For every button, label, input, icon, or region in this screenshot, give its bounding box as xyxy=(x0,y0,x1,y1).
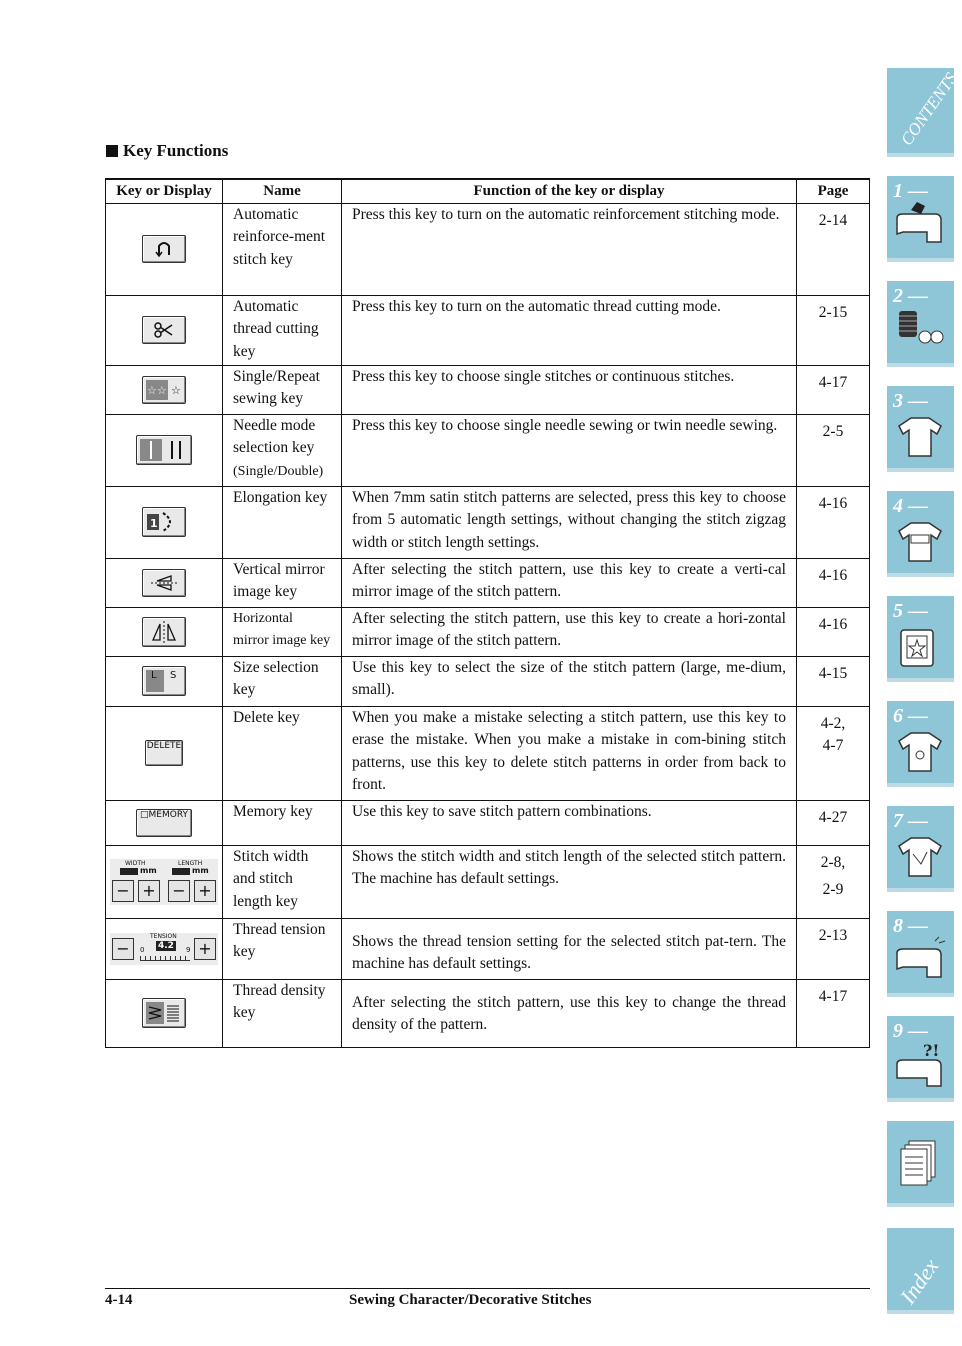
row-page: 4-2, 4-7 xyxy=(797,706,870,800)
thread-spool-icon xyxy=(887,281,954,363)
table-row xyxy=(106,365,870,414)
table-row xyxy=(106,295,870,365)
table-header-row xyxy=(106,179,870,203)
index-label: Index xyxy=(895,1253,944,1309)
row-name: Thread density key xyxy=(223,979,342,1047)
row-function: Shows the thread tension setting for the selected stitch pat-tern. The machine has default settings. xyxy=(342,918,797,979)
svg-text:☆: ☆ xyxy=(171,383,181,397)
row-name: Size selection key xyxy=(223,656,342,706)
row-page: 4-16 xyxy=(797,558,870,607)
row-name: Automatic reinforce-ment stitch key xyxy=(223,203,342,295)
header-function: Function of the key or display xyxy=(342,179,797,203)
table-row xyxy=(106,203,870,295)
row-name: Horizontal mirror image key xyxy=(223,607,342,656)
shirt-edit-icon xyxy=(887,806,954,888)
troubleshooting-icon xyxy=(887,1016,954,1098)
svg-text:?!: ?! xyxy=(923,1041,940,1060)
row-page: 4-17 xyxy=(797,979,870,1047)
row-function: Press this key to choose single stitches or continuous stitches. xyxy=(342,365,797,414)
shirt-abc-icon xyxy=(887,491,954,573)
tab-contents-list[interactable] xyxy=(887,1121,954,1207)
reinforcement-stitch-icon xyxy=(142,235,186,263)
row-function: Use this key to save stitch pattern combinations. xyxy=(342,800,797,845)
width-length-display-icon: WIDTH LENGTH mm mm − + − + xyxy=(110,859,218,905)
row-page: 4-16 xyxy=(797,486,870,558)
table-row xyxy=(106,845,870,918)
row-name: Elongation key xyxy=(223,486,342,558)
scissors-icon xyxy=(142,316,186,344)
row-page: 2-14 xyxy=(797,203,870,295)
table-row xyxy=(106,414,870,486)
tab-chapter-5[interactable]: 5 — xyxy=(887,596,954,682)
row-name: Needle mode selection key (Single/Double) xyxy=(223,414,342,486)
row-function: Shows the stitch width and stitch length of the selected stitch pattern. The machine has default settings. xyxy=(342,845,797,918)
size-selection-icon: L S xyxy=(142,666,186,696)
thread-density-icon xyxy=(142,998,186,1028)
row-page: 2-8, 2-9 xyxy=(797,845,870,918)
row-page: 2-5 xyxy=(797,414,870,486)
tab-chapter-1[interactable]: 1 — xyxy=(887,176,954,262)
shirt-icon xyxy=(887,386,954,468)
machine-care-icon xyxy=(887,911,954,993)
svg-text:1: 1 xyxy=(150,517,158,530)
table-row xyxy=(106,486,870,558)
footer-rule xyxy=(105,1288,870,1289)
svg-text:☆☆: ☆☆ xyxy=(147,383,167,397)
table-row xyxy=(106,918,870,979)
tension-display-icon: − TENSION 0 4.2 9 + xyxy=(110,933,218,965)
delete-key-icon: DELETE xyxy=(145,740,183,766)
header-key: Key or Display xyxy=(106,179,223,203)
row-name: Vertical mirror image key xyxy=(223,558,342,607)
row-name: Delete key xyxy=(223,706,342,800)
table-row xyxy=(106,979,870,1047)
embroidery-frame-icon xyxy=(887,596,954,678)
tab-chapter-7[interactable]: 7 — xyxy=(887,806,954,892)
row-name: Memory key xyxy=(223,800,342,845)
row-function: After selecting the stitch pattern, use this key to create a hori-zontal mirror image of the stitch pattern. xyxy=(342,607,797,656)
row-name: Thread tension key xyxy=(223,918,342,979)
memory-key-icon: □MEMORY xyxy=(136,809,192,837)
documents-icon xyxy=(887,1121,954,1203)
sewing-machine-setup-icon xyxy=(887,176,954,258)
shirt-design-icon xyxy=(887,701,954,783)
contents-label: CONTENTS xyxy=(897,69,961,149)
row-page: 2-13 xyxy=(797,918,870,979)
row-function: Use this key to select the size of the stitch pattern (large, me-dium, small). xyxy=(342,656,797,706)
row-page: 4-15 xyxy=(797,656,870,706)
horizontal-mirror-icon xyxy=(142,617,186,647)
table-row xyxy=(106,558,870,607)
single-repeat-icon xyxy=(142,376,186,404)
tab-chapter-6[interactable]: 6 — xyxy=(887,701,954,787)
vertical-mirror-icon xyxy=(142,569,186,597)
row-name-sub: (Single/Double) xyxy=(233,463,324,479)
tab-chapter-3[interactable]: 3 — xyxy=(887,386,954,472)
table-row xyxy=(106,607,870,656)
row-page: 4-16 xyxy=(797,607,870,656)
row-page: 2-15 xyxy=(797,295,870,365)
bullet-square-icon xyxy=(106,145,118,157)
row-function: Press this key to turn on the automatic thread cutting mode. xyxy=(342,295,797,365)
tab-chapter-4[interactable]: 4 — xyxy=(887,491,954,577)
row-function: When you make a mistake selecting a stitch pattern, use this key to erase the mistake. When you make a mistake in com-bining stitch patterns, use this key to delete stitch patterns in order from back to front. xyxy=(342,706,797,800)
needle-mode-icon xyxy=(136,435,192,465)
section-title: Key Functions xyxy=(106,141,228,161)
row-name: Automatic thread cutting key xyxy=(223,295,342,365)
header-name: Name xyxy=(223,179,342,203)
row-function: Press this key to choose single needle sewing or twin needle sewing. xyxy=(342,414,797,486)
tab-chapter-9[interactable]: 9 — ?! xyxy=(887,1016,954,1102)
header-page: Page xyxy=(797,179,870,203)
row-function: After selecting the stitch pattern, use this key to change the thread density of the pattern. xyxy=(342,979,797,1047)
row-page: 4-17 xyxy=(797,365,870,414)
row-function: After selecting the stitch pattern, use this key to create a verti-cal mirror image of the stitch pattern. xyxy=(342,558,797,607)
row-page: 4-27 xyxy=(797,800,870,845)
elongation-icon xyxy=(142,507,186,537)
tab-index[interactable] xyxy=(887,1228,954,1314)
footer-page-number: 4-14 xyxy=(105,1292,133,1308)
tab-contents[interactable] xyxy=(887,68,961,157)
key-functions-table xyxy=(105,178,870,1048)
row-name: Single/Repeat sewing key xyxy=(223,365,342,414)
row-function: Press this key to turn on the automatic reinforcement stitching mode. xyxy=(342,203,797,295)
row-function: When 7mm satin stitch patterns are selected, press this key to choose from 5 automatic length settings, without changing the stitch zigzag width or stitch length settings. xyxy=(342,486,797,558)
tab-chapter-8[interactable]: 8 — xyxy=(887,911,954,997)
row-name: Stitch width and stitch length key xyxy=(223,845,342,918)
table-row xyxy=(106,706,870,800)
table-row xyxy=(106,800,870,845)
tab-chapter-2[interactable]: 2 — xyxy=(887,281,954,367)
table-row xyxy=(106,656,870,706)
footer-title: Sewing Character/Decorative Stitches xyxy=(349,1292,592,1308)
